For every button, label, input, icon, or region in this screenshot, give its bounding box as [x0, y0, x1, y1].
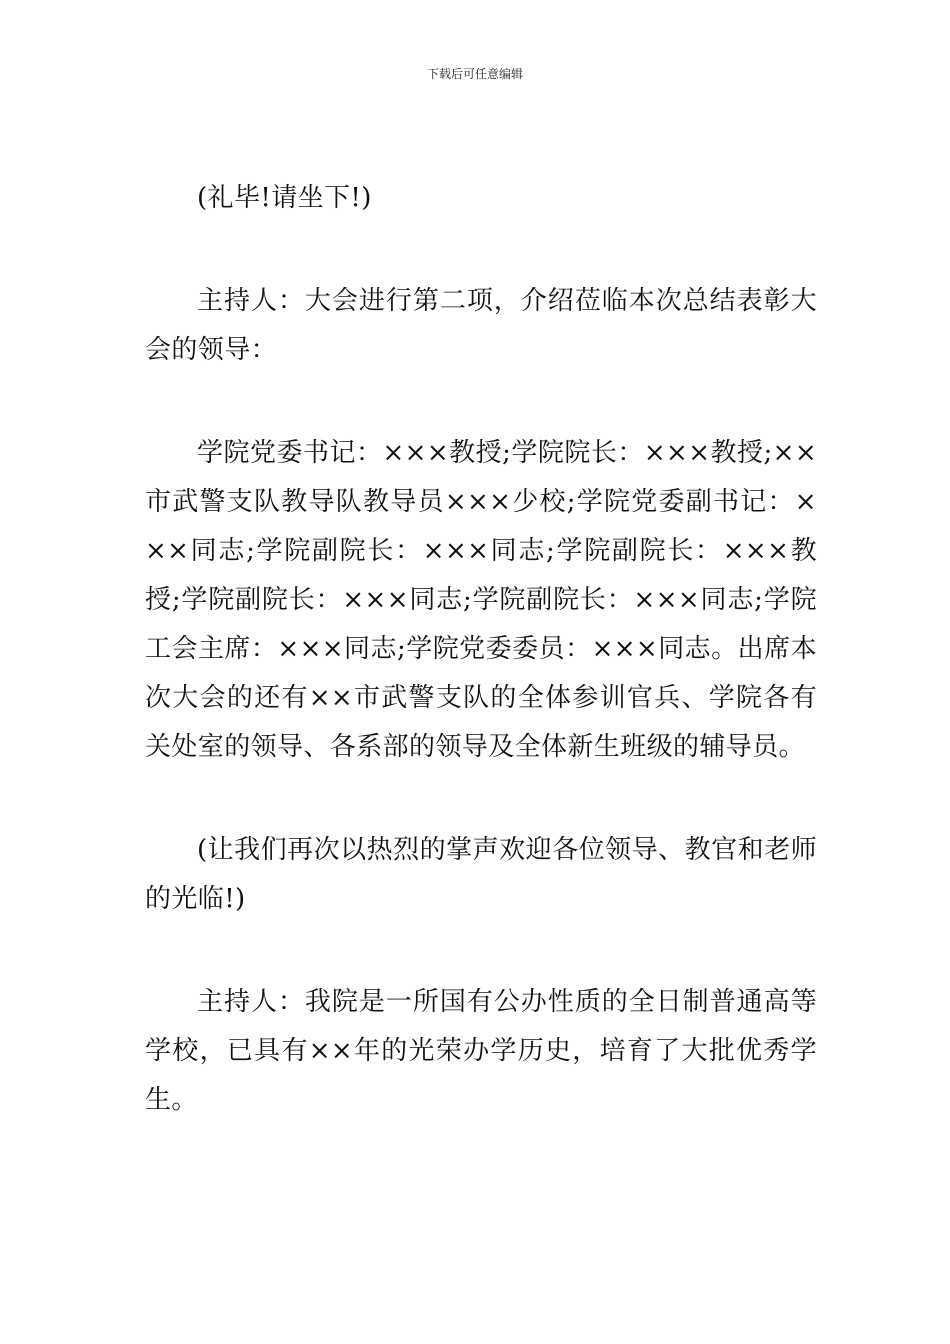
paragraph-college-intro: 主持人：我院是一所国有公办性质的全日制普通高等学校，已具有××年的光荣办学历史，培育了大批优秀学生。: [145, 987, 817, 1115]
paragraph-host-introduction: 主持人：大会进行第二项，介绍莅临本次总结表彰大会的领导：: [145, 286, 817, 365]
paragraph-leaders-list: 学院党委书记：×××教授;学院院长：×××教授;××市武警支队教导队教导员×××少校;学院党委副书记：×××同志;学院副院长：×××同志;学院副院长：×××教授;学院副院长：×××同志;学院副院长：×××同志;学院工会主席：×××同志;学院党委委员：×××同志。出席本次大会的还有××市武警支队的全体参训官兵、学院各有关处室的领导、各系部的领导及全体新生班级的辅导员。: [145, 438, 817, 762]
paragraph-welcome-applause: (让我们再次以热烈的掌声欢迎各位领导、教官和老师的光临!): [145, 835, 817, 914]
document-body: [145, 174, 817, 1179]
page-header: 下载后可任意编辑: [426, 67, 523, 81]
paragraph-ceremony-end: (礼毕!请坐下!): [197, 183, 372, 213]
